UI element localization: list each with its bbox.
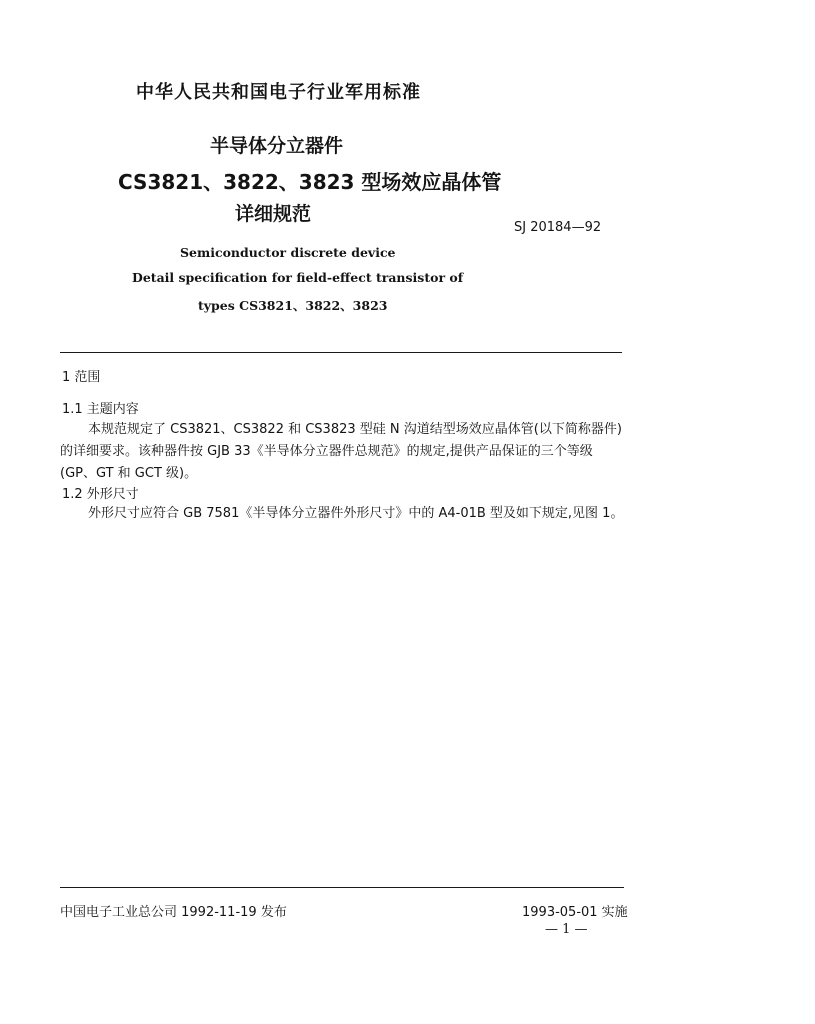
document-title-line-1: 半导体分立器件 (210, 135, 344, 157)
section-1-1-paragraph: 本规范规定了 CS3821、CS3822 和 CS3823 型硅 N 沟道结型场效应晶体管(以下简称器件)的详细要求。该种器件按 GJB 33《半导体分立器件总规范》的规定,提供产品保证的三个等级(GP、GT 和 GCT 级)。 (60, 422, 622, 481)
section-1-2-heading: 1.2 外形尺寸 (62, 487, 139, 502)
header-divider (60, 352, 622, 353)
english-title-line-3: types CS3821、3822、3823 (198, 298, 388, 313)
standard-category: 中华人民共和国电子行业军用标准 (136, 82, 421, 103)
page-number: — 1 — (545, 922, 588, 937)
section-1-heading: 1 范围 (62, 370, 101, 385)
section-1-2-paragraph: 外形尺寸应符合 GB 7581《半导体分立器件外形尺寸》中的 A4-01B 型及如下规定,见图 1。 (88, 506, 624, 521)
standard-number: SJ 20184—92 (514, 220, 602, 235)
document-title-line-2: CS3821、3822、3823 型场效应晶体管 (118, 170, 502, 194)
english-title-line-2: Detail specification for field-effect transistor of (132, 270, 464, 285)
document-title-line-3: 详细规范 (235, 203, 312, 225)
issue-date: 中国电子工业总公司 1992-11-19 发布 (60, 905, 287, 920)
english-title-line-1: Semiconductor discrete device (180, 245, 396, 260)
effective-date: 1993-05-01 实施 (522, 905, 628, 920)
section-1-1-heading: 1.1 主题内容 (62, 402, 139, 417)
footer-divider (60, 887, 624, 888)
